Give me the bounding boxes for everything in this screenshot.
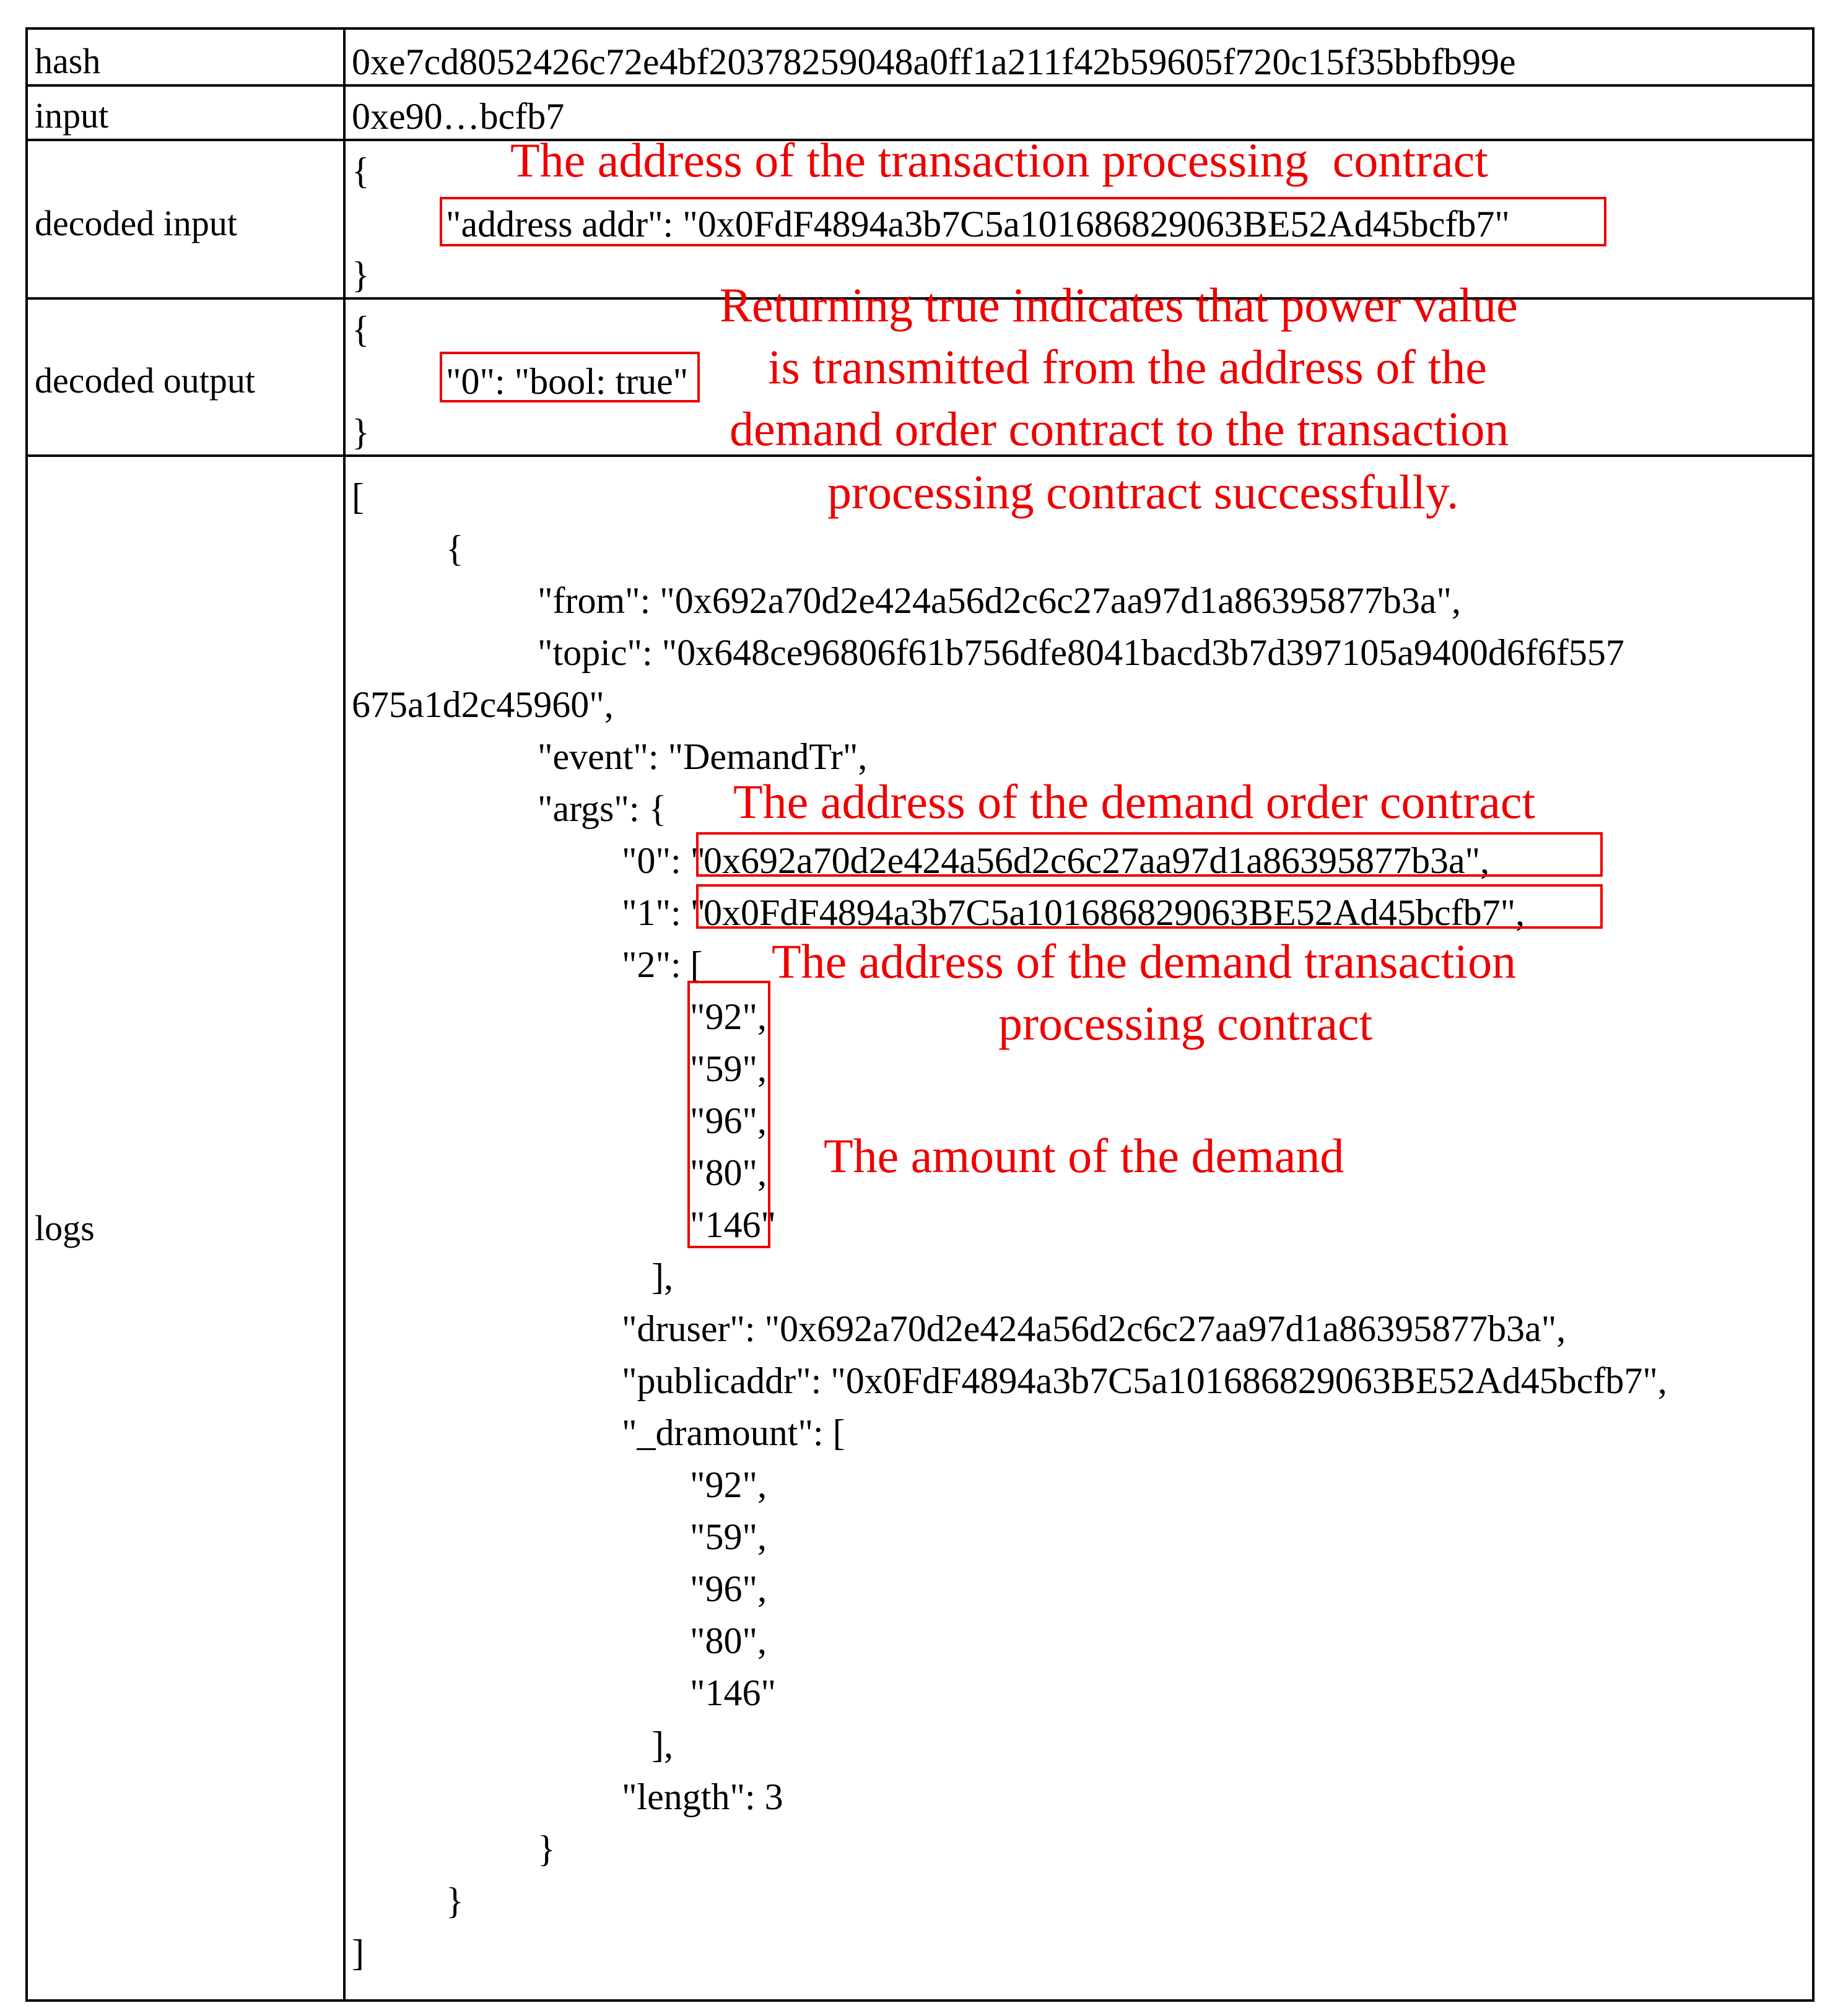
input-value: 0xe90…bcfb7 <box>352 96 565 137</box>
args-0-highlight <box>696 832 1603 881</box>
annotation-demand-tx: The address of the demand transaction <box>772 934 1517 988</box>
annotation-demand-order: The address of the demand order contract <box>733 775 1536 828</box>
logs-line: ], <box>651 1724 673 1765</box>
logs-line: "80", <box>690 1620 767 1661</box>
logs-line: 0x692a70d2e424a56d2c6c27aa97d1a86395877b3a", <box>704 840 1490 881</box>
logs-line: ] <box>352 1932 364 1973</box>
amount-highlight <box>687 981 770 1248</box>
logs-line: 0x0FdF4894a3b7C5a101686829063BE52Ad45bcfb7", <box>704 892 1525 933</box>
logs-line: "59", <box>690 1048 767 1089</box>
logs-line: "146" <box>690 1204 776 1245</box>
logs-line: } <box>446 1880 464 1921</box>
logs-line: "146" <box>690 1672 776 1713</box>
hash-label: hash <box>35 41 101 81</box>
logs-line: "92", <box>690 1464 767 1505</box>
annotation-tx-contract: The address of the transaction processing contract <box>510 133 1488 187</box>
decoded-output-open: { <box>352 309 370 350</box>
logs-line: "args": { <box>538 788 667 829</box>
logs-line: "length": 3 <box>622 1776 783 1817</box>
logs-line: [ <box>352 476 364 517</box>
logs-line: } <box>538 1828 556 1869</box>
logs-line: "event": "DemandTr", <box>538 736 868 777</box>
logs-line: "publicaddr": "0x0FdF4894a3b7C5a101686829063BE52Ad45bcfb7", <box>622 1360 1667 1401</box>
decoded-output-highlight <box>440 352 700 402</box>
logs-line: "92", <box>690 996 767 1037</box>
input-label: input <box>35 95 109 136</box>
decoded-input-label: decoded input <box>35 203 237 243</box>
logs-line: ], <box>651 1256 673 1297</box>
args-1-highlight <box>696 884 1603 933</box>
annotation-amount: The amount of the demand <box>824 1129 1344 1183</box>
logs-line: "80", <box>690 1152 767 1193</box>
annotation-returning: demand order contract to the transaction <box>730 402 1509 456</box>
logs-line: 675a1d2c45960", <box>352 684 614 725</box>
logs-line: "59", <box>690 1516 767 1557</box>
logs-line: { <box>446 528 464 569</box>
decoded-output-close: } <box>352 412 370 453</box>
hash-value: 0xe7cd8052426c72e4bf20378259048a0ff1a211f42b59605f720c15f35bbfb99e <box>352 41 1516 82</box>
logs-line: "topic": "0x648ce96806f61b756dfe8041bacd3b7d397105a9400d6f6f557 <box>538 632 1624 673</box>
decoded-input-entry: "address addr": "0x0FdF4894a3b7C5a101686829063BE52Ad45bcfb7" <box>446 204 1510 245</box>
logs-line: "96", <box>690 1100 767 1141</box>
annotation-returning: Returning true indicates that power value <box>720 278 1518 332</box>
logs-line: "_dramount": [ <box>622 1412 845 1453</box>
logs-line: "2": [ <box>622 944 703 985</box>
decoded-input-close: } <box>352 254 370 295</box>
logs-line: "druser": "0x692a70d2e424a56d2c6c27aa97d1a86395877b3a", <box>622 1308 1566 1349</box>
annotation-demand-tx: processing contract <box>998 996 1373 1050</box>
decoded-input-highlight <box>440 197 1606 246</box>
logs-line: "96", <box>690 1568 767 1609</box>
logs-line: "0": " <box>622 840 706 881</box>
decoded-output-label: decoded output <box>35 360 255 401</box>
logs-line: "1": " <box>622 892 706 933</box>
decoded-input-open: { <box>352 150 370 191</box>
annotation-returning: is transmitted from the address of the <box>768 340 1488 394</box>
logs-line: "from": "0x692a70d2e424a56d2c6c27aa97d1a86395877b3a", <box>538 580 1461 621</box>
logs-label: logs <box>35 1208 95 1248</box>
decoded-output-entry: "0": "bool: true" <box>446 361 689 402</box>
annotation-returning: processing contract successfully. <box>827 465 1459 519</box>
